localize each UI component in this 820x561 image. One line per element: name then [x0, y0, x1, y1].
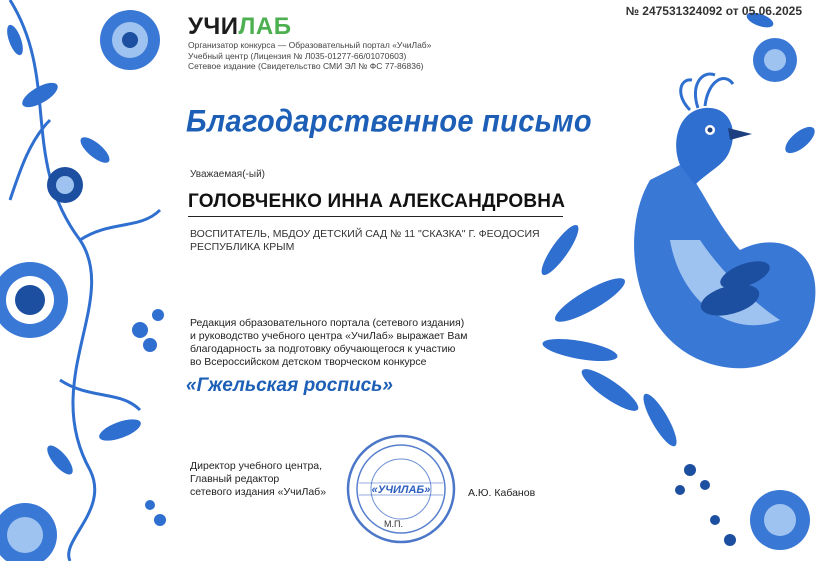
- organizer-line: Учебный центр (Лицензия № Л035-01277-66/01070603): [188, 50, 407, 61]
- name-underline: [188, 216, 563, 217]
- organizer-info: [188, 40, 431, 72]
- body-line: Редакция образовательного портала (сетевого издания): [190, 317, 465, 329]
- recipient-name: ГОЛОВЧЕНКО ИННА АЛЕКСАНДРОВНА: [188, 191, 566, 212]
- signer-line: Главный редактор: [190, 473, 280, 485]
- body-line: благодарность за подготовку обучающегося к участию: [190, 343, 456, 355]
- certificate-number: № 247531324092 от 05.06.2025: [625, 4, 802, 18]
- recipient-position: [190, 228, 540, 254]
- stamp-mp-label: М.П.: [384, 519, 403, 529]
- signer-line: сетевого издания «УчиЛаб»: [190, 486, 327, 498]
- gzhel-floral-ornament-left: [0, 0, 175, 561]
- signer-title: [190, 460, 326, 499]
- organizer-line: Организатор конкурса — Образовательный портал «УчиЛаб»: [188, 40, 432, 50]
- document-title: Благодарственное письмо: [186, 104, 592, 140]
- gzhel-bird-ornament-right: [530, 0, 820, 561]
- gratitude-text: [190, 317, 500, 369]
- stamp-center-text: «УЧИЛАБ»: [371, 484, 431, 496]
- signer-line: Директор учебного центра,: [190, 460, 323, 472]
- logo-text-part2: ЛАБ: [238, 13, 292, 40]
- position-line: РЕСПУБЛИКА КРЫМ: [190, 241, 295, 253]
- uchilab-logo: [188, 15, 291, 39]
- body-line: во Всероссийском детском творческом конкурсе: [190, 356, 427, 368]
- position-line: ВОСПИТАТЕЛЬ, МБДОУ ДЕТСКИЙ САД № 11 "СКАЗКА" Г. ФЕОДОСИЯ: [190, 228, 540, 240]
- body-line: и руководство учебного центра «УчиЛаб» выражает Вам: [190, 330, 468, 342]
- salutation: Уважаемая(-ый): [190, 169, 265, 180]
- signer-name: А.Ю. Кабанов: [468, 487, 536, 499]
- logo-text-part1: УЧИ: [188, 13, 239, 40]
- organizer-line: Сетевое издание (Свидетельство СМИ ЭЛ № ФС 77-86836): [188, 61, 424, 71]
- contest-name: «Гжельская роспись»: [186, 375, 393, 396]
